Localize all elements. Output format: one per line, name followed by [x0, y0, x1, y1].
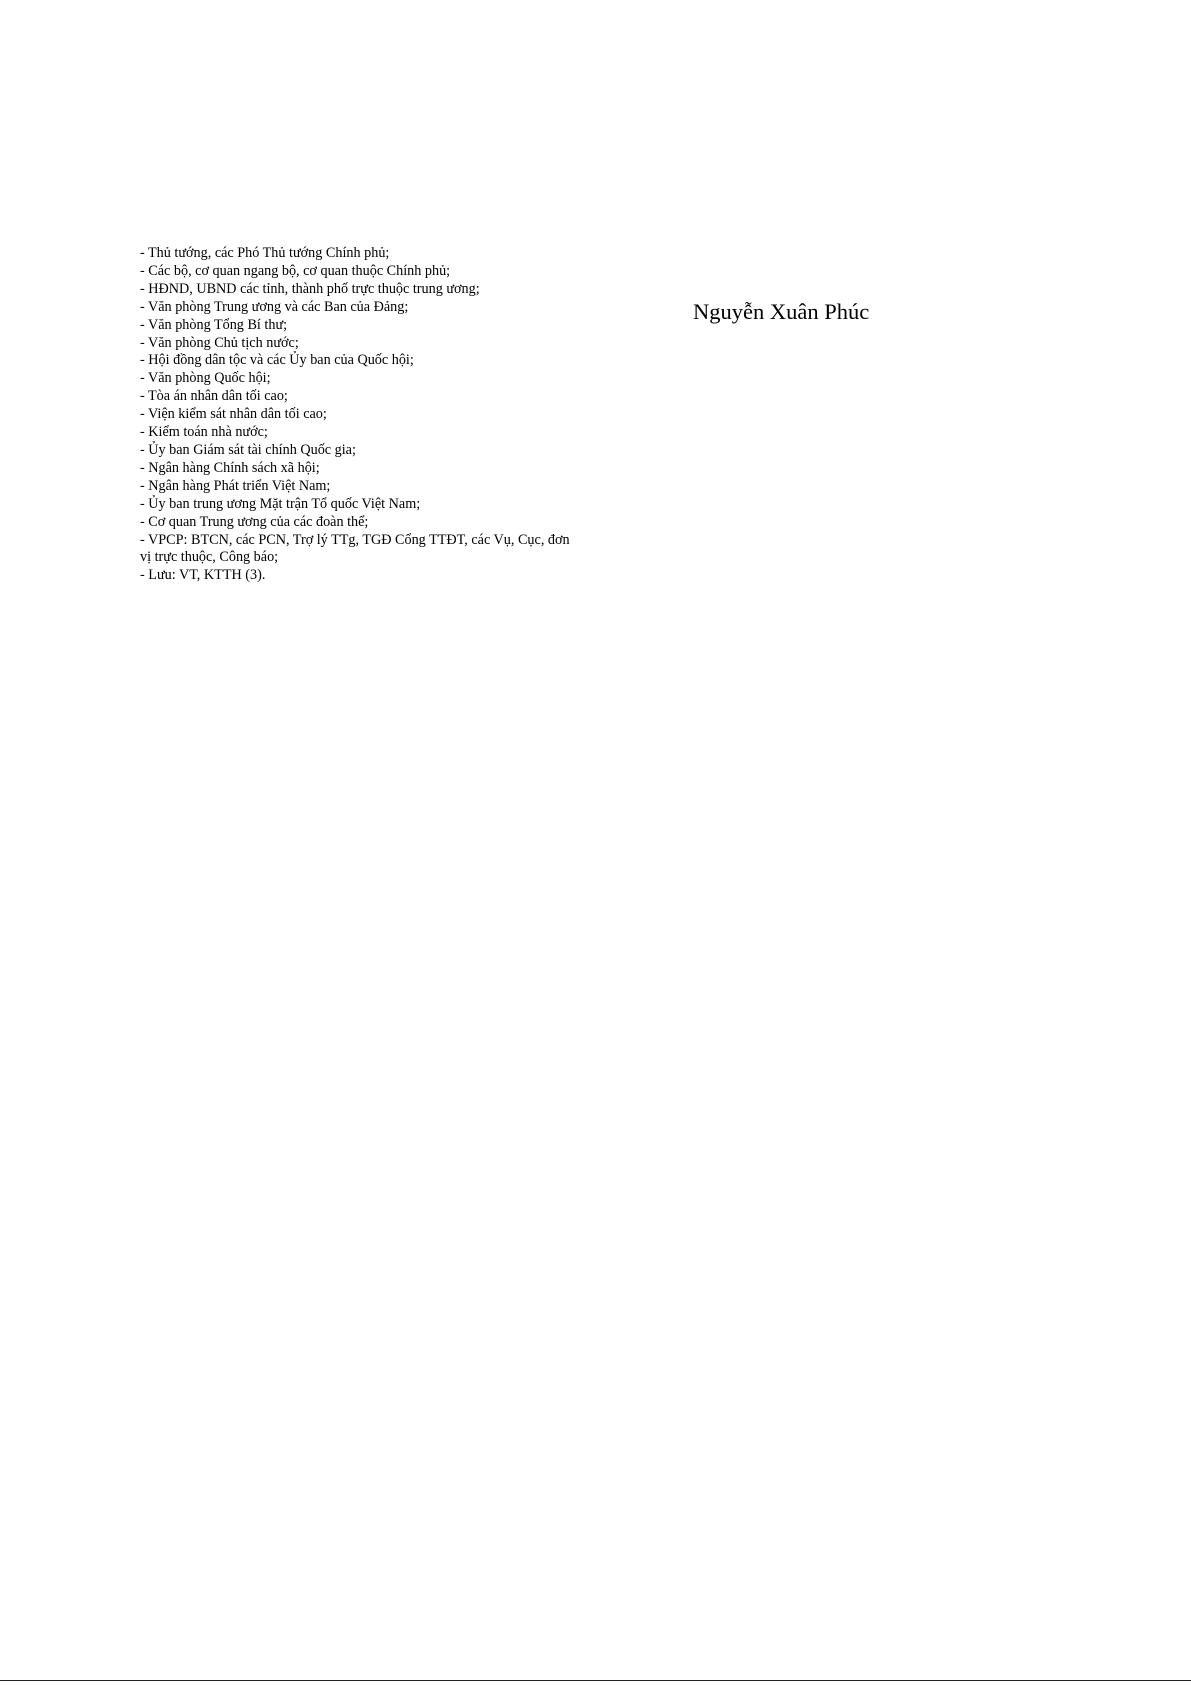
- recipient-item: - Văn phòng Trung ương và các Ban của Đảng;: [140, 298, 409, 315]
- recipient-item: - Ủy ban trung ương Mặt trận Tổ quốc Việt Nam;: [140, 495, 421, 512]
- recipient-item: - Kiểm toán nhà nước;: [140, 424, 268, 441]
- recipient-item: - Hội đồng dân tộc và các Ủy ban của Quốc hội;: [140, 352, 414, 369]
- page-bottom-divider: [0, 1680, 1191, 1681]
- recipients-list: [140, 245, 580, 585]
- recipient-item: - Viện kiểm sát nhân dân tối cao;: [140, 406, 327, 423]
- recipient-item: - Lưu: VT, KTTH (3).: [140, 567, 266, 584]
- recipient-item: - HĐND, UBND các tỉnh, thành phố trực thuộc trung ương;: [140, 280, 480, 297]
- recipient-item: - Cơ quan Trung ương của các đoàn thể;: [140, 513, 369, 530]
- recipient-item: - Ngân hàng Phát triển Việt Nam;: [140, 477, 331, 494]
- recipient-item: - VPCP: BTCN, các PCN, Trợ lý TTg, TGĐ Cổng TTĐT, các Vụ, Cục, đơn vị trực thuộc, Công báo;: [140, 531, 570, 566]
- recipient-item: - Ủy ban Giám sát tài chính Quốc gia;: [140, 441, 356, 458]
- signer-name: Nguyễn Xuân Phúc: [693, 299, 870, 324]
- recipient-item: - Ngân hàng Chính sách xã hội;: [140, 459, 320, 476]
- recipient-item: - Tòa án nhân dân tối cao;: [140, 388, 288, 405]
- recipient-item: - Các bộ, cơ quan ngang bộ, cơ quan thuộc Chính phủ;: [140, 262, 451, 279]
- recipient-item: - Văn phòng Quốc hội;: [140, 370, 271, 387]
- recipient-item: - Văn phòng Chủ tịch nước;: [140, 334, 299, 351]
- recipient-item: - Văn phòng Tổng Bí thư;: [140, 316, 288, 333]
- recipient-item: - Thủ tướng, các Phó Thủ tướng Chính phủ;: [140, 245, 390, 261]
